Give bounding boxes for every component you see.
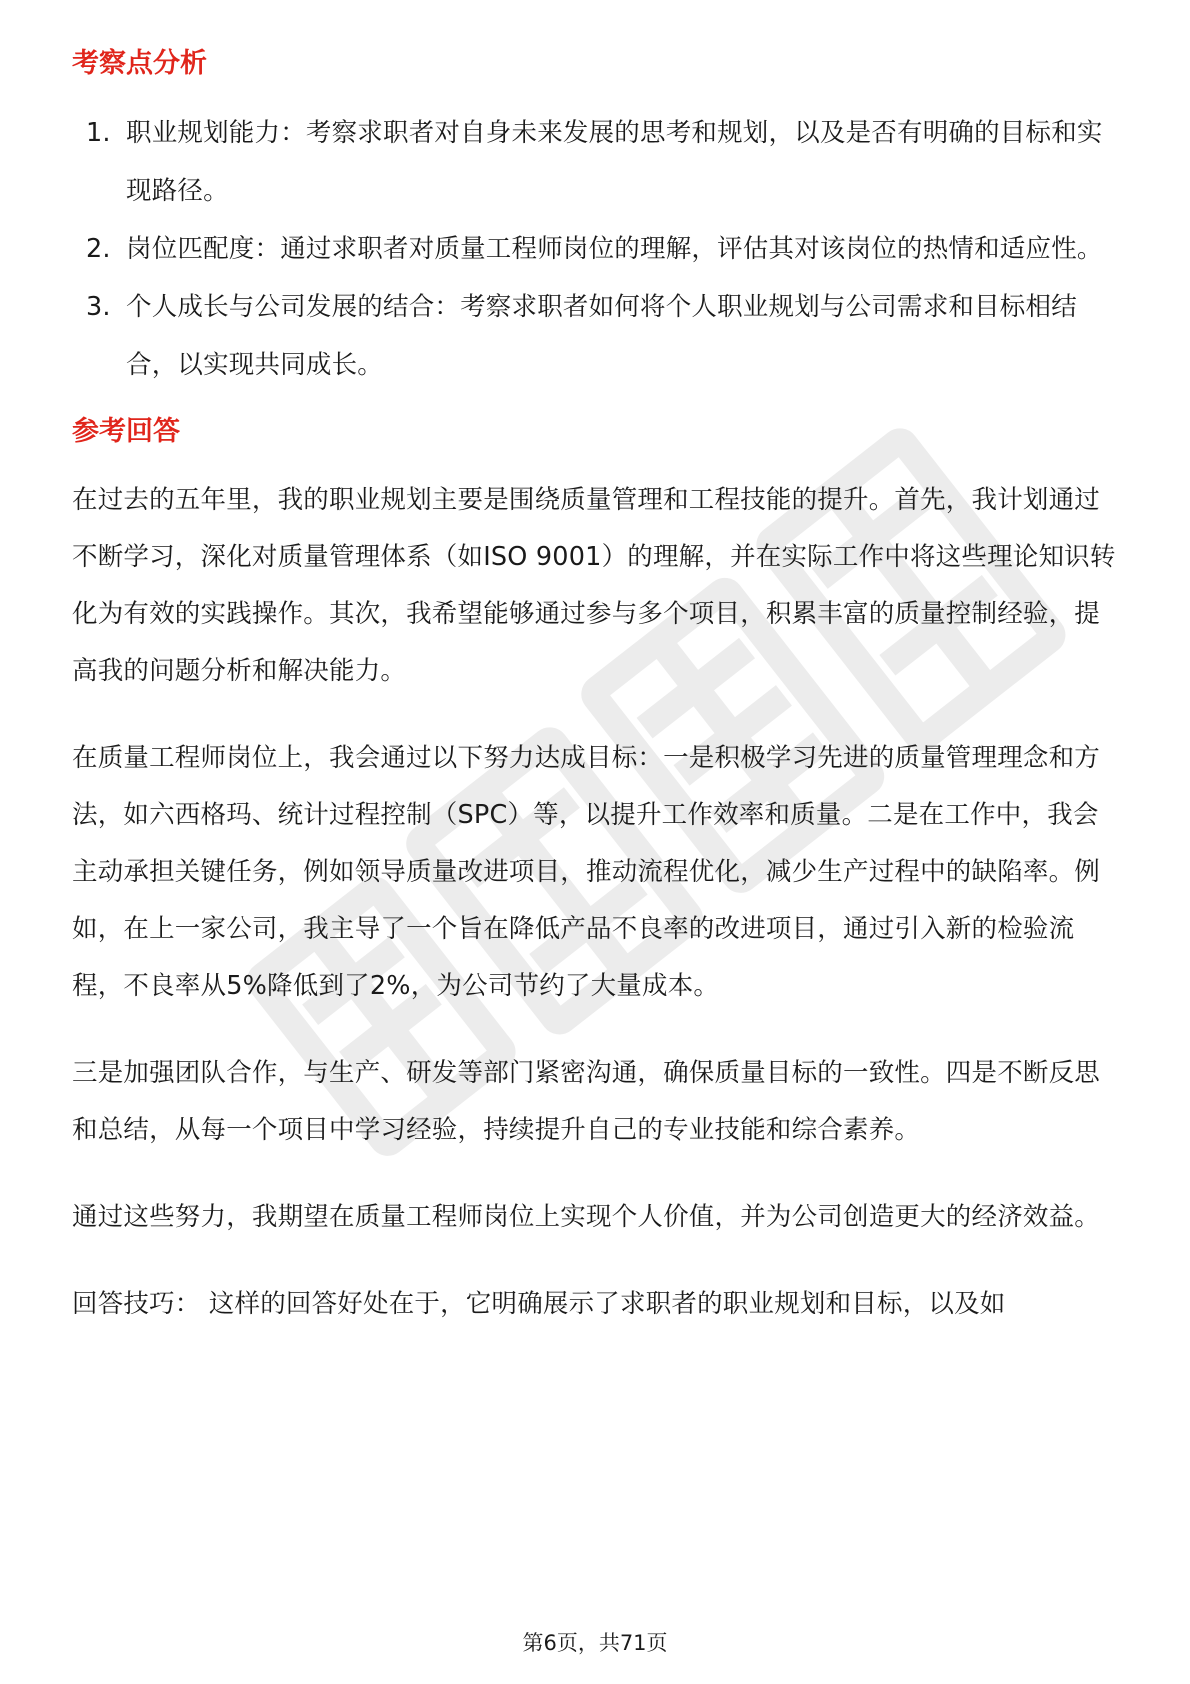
analysis-heading: 考察点分析	[72, 48, 207, 79]
analysis-points-list	[72, 104, 1122, 394]
main-content	[72, 44, 1122, 1363]
list-item	[72, 278, 1122, 394]
list-item-number: 3.	[86, 292, 111, 322]
list-item	[72, 220, 1122, 278]
list-item-number: 2.	[86, 234, 111, 264]
answer-paragraph: 在过去的五年里，我的职业规划主要是围绕质量管理和工程技能的提升。首先，我计划通过不断学习，深化对质量管理体系（如ISO 9001）的理解，并在实际工作中将这些理论知识转化为有效的实践操作。其次，我希望能够通过参与多个项目，积累丰富的质量控制经验，提高我的问题分析和解决能力。	[72, 485, 1116, 686]
list-item-number: 1.	[86, 118, 111, 148]
list-item-text: 个人成长与公司发展的结合：考察求职者如何将个人职业规划与公司需求和目标相结合，以实现共同成长。	[126, 292, 1077, 380]
page-number: 第6页，共71页	[522, 1631, 668, 1655]
answer-tips-paragraph: 回答技巧： 这样的回答好处在于，它明确展示了求职者的职业规划和目标，以及如	[72, 1289, 1006, 1319]
answer-paragraph: 在质量工程师岗位上，我会通过以下努力达成目标：一是积极学习先进的质量管理理念和方法，如六西格玛、统计过程控制（SPC）等，以提升工作效率和质量。二是在工作中，我会主动承担关键任务，例如领导质量改进项目，推动流程优化，减少生产过程中的缺陷率。例如，在上一家公司，我主导了一个旨在降低产品不良率的改进项目，通过引入新的检验流程，不良率从5%降低到了2%，为公司节约了大量成本。	[72, 743, 1101, 1001]
answer-heading: 参考回答	[72, 416, 180, 447]
list-item	[72, 104, 1122, 220]
answer-paragraph: 通过这些努力，我期望在质量工程师岗位上实现个人价值，并为公司创造更大的经济效益。	[72, 1202, 1101, 1232]
list-item-text: 职业规划能力：考察求职者对自身未来发展的思考和规划，以及是否有明确的目标和实现路径。	[126, 118, 1103, 206]
answer-paragraph: 三是加强团队合作，与生产、研发等部门紧密沟通，确保质量目标的一致性。四是不断反思和总结，从每一个项目中学习经验，持续提升自己的专业技能和综合素养。	[72, 1058, 1101, 1145]
list-item-text: 岗位匹配度：通过求职者对质量工程师岗位的理解，评估其对该岗位的热情和适应性。	[126, 234, 1103, 264]
